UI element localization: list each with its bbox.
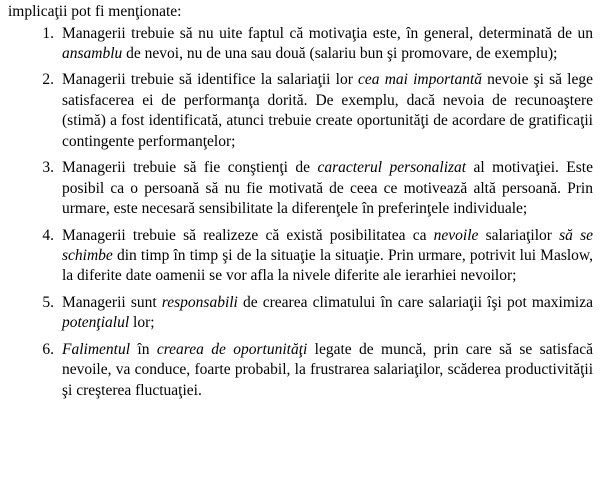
plain-text: salariaţilor xyxy=(478,226,560,244)
list-item-text xyxy=(62,294,593,331)
list-item-marker: 2. xyxy=(42,71,54,89)
emphasis-text: crearea de oportunităţi xyxy=(156,340,308,358)
list-item-text xyxy=(62,227,593,285)
list-item xyxy=(0,340,593,401)
plain-text: de nevoi, nu de una sau două (salariu bun şi promovare, de exemplu); xyxy=(122,44,558,62)
numbered-list xyxy=(0,24,603,402)
plain-text: Managerii trebuie să nu uite faptul că motivaţia este, în general, determinată de un xyxy=(62,24,593,42)
list-item-marker: 6. xyxy=(42,340,54,358)
emphasis-text: nevoile xyxy=(433,226,479,244)
plain-text: legate de muncă, prin care să se satisfacă nevoile, va conduce, foarte probabil, la frustrarea salariaţilor, scăderea productivităţii şi creşterea fluctuaţiei. xyxy=(62,340,593,399)
emphasis-text: cea mai importantă xyxy=(358,71,482,89)
plain-text: Managerii trebuie să fie conştienţi de xyxy=(62,159,318,177)
plain-text: Managerii sunt xyxy=(62,293,162,311)
emphasis-text: potenţialul xyxy=(62,314,130,332)
emphasis-text: Falimentul xyxy=(62,340,131,358)
list-item xyxy=(0,226,593,287)
document-page xyxy=(0,4,603,486)
plain-text: al motivaţiei. Este posibil ca o persoană să nu fie motivată de ceea ce motivează altă persoană. Prin urmare, este necesară sensibilitate la diferenţele în preferinţele individuale; xyxy=(62,159,593,218)
emphasis-text: caracterul personalizat xyxy=(317,159,467,177)
list-item xyxy=(0,24,593,65)
list-item-marker: 5. xyxy=(42,293,54,311)
list-item-text xyxy=(62,25,593,62)
lead-paragraph: implicaţii pot fi menţionate: xyxy=(8,3,182,20)
list-item xyxy=(0,293,593,334)
list-item xyxy=(0,158,593,219)
plain-text: în xyxy=(130,340,157,358)
list-item-marker: 3. xyxy=(42,159,54,177)
emphasis-text: să se schimbe xyxy=(62,226,593,265)
list-item xyxy=(0,70,593,152)
plain-text: de crearea climatului în care salariaţii îşi pot maximiza xyxy=(237,293,593,311)
list-item-text xyxy=(62,71,593,149)
list-item-marker: 4. xyxy=(42,226,54,244)
emphasis-text: ansamblu xyxy=(62,44,123,62)
plain-text: din timp în timp şi de la situaţie la situaţie. Prin urmare, potrivit lui Maslow, la diferite date oamenii se vor afla la nivele diferite ale ierarhiei nevoilor; xyxy=(62,247,593,285)
list-item-marker: 1. xyxy=(42,24,54,42)
list-item-text xyxy=(62,159,593,217)
plain-text: nevoie şi să lege satisfacerea ei de performanţa dorită. De exemplu, dacă nevoia de recunoaştere (stimă) a fost identificată, atunci trebuie create oportunităţi de acordare de gratificaţii contingente performanţelor; xyxy=(62,71,594,150)
emphasis-text: responsabili xyxy=(161,293,238,311)
plain-text: lor; xyxy=(129,314,155,332)
plain-text: Managerii trebuie să realizeze că există posibilitatea ca xyxy=(62,226,434,244)
list-item-text xyxy=(62,341,593,399)
plain-text: Managerii trebuie să identifice la salariaţii lor xyxy=(62,71,359,89)
